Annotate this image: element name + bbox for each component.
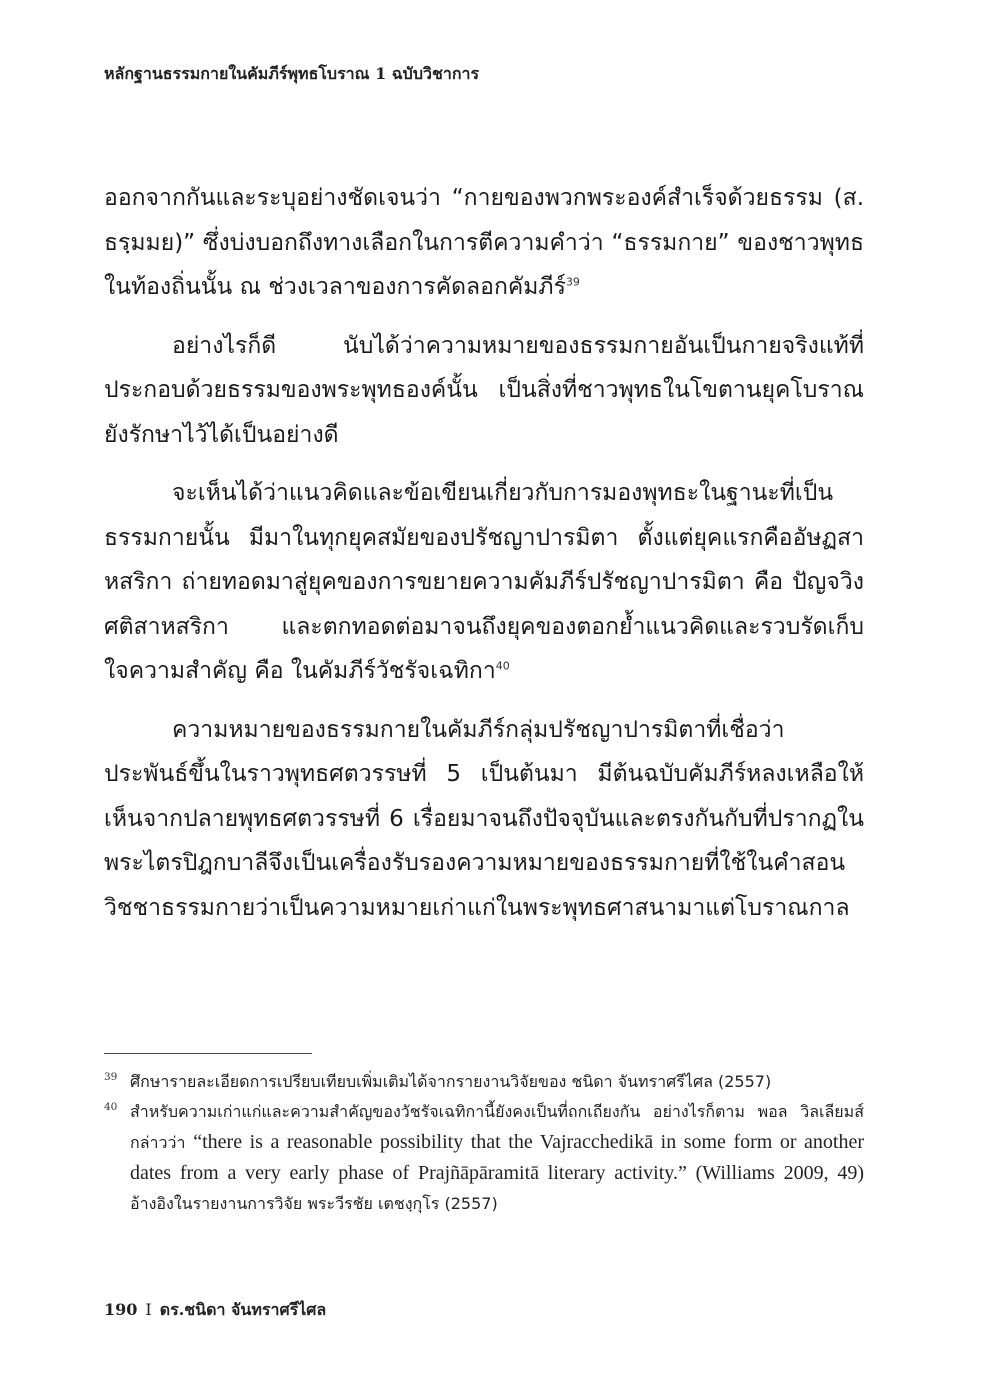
running-head: หลักฐานธรรมกายในคัมภีร์พุทธโบราณ 1 ฉบับวิชาการ bbox=[104, 64, 480, 83]
footnote-text: ศึกษารายละเอียดการเปรียบเทียบเพิ่มเติมได้จากรายงานวิจัยของ ชนิดา จันทราศรีไศล (2557) bbox=[130, 1072, 772, 1091]
body-text bbox=[104, 176, 864, 944]
paragraph-text: จะเห็นได้ว่าแนวคิดและข้อเขียนเกี่ยวกับการมองพุทธะในฐานะที่เป็นธรรมกายนั้น มีมาในทุกยุคสมัยของปรัชญาปารมิตา ตั้งแต่ยุคแรกคืออัษฏสาหสริกา ถ่ายทอดมาสู่ยุคของการขยายความคัมภีร์ปรัชญาปารมิตา คือ ปัญจวิงศติสาหสริกา และตกทอดต่อมาจนถึงยุคของตอกย้ำแนวคิดและรวบรัดเก็บใจความสำคัญ คือ ในคัมภีร์วัชรัจเฉทิกา bbox=[104, 480, 864, 684]
paragraph bbox=[104, 708, 864, 931]
footnote-ref-40[interactable]: 40 bbox=[495, 659, 510, 673]
footnote-divider bbox=[104, 1053, 312, 1054]
paragraph-continued bbox=[104, 176, 864, 310]
footer-separator: I bbox=[145, 1300, 152, 1319]
footnote-citation: อ้างอิงในรายงานการวิจัย พระวีรชัย เตชงฺกุโร (2557) bbox=[130, 1194, 498, 1213]
paragraph-text: ความหมายของธรรมกายในคัมภีร์กลุ่มปรัชญาปารมิตาที่เชื่อว่าประพันธ์ขึ้นในราวพุทธศตวรรษที่ 5 เป็นต้นมา มีต้นฉบับคัมภีร์หลงเหลือให้เห็นจากปลายพุทธศตวรรษที่ 6 เรื่อยมาจนถึงปัจจุบันและตรงกันกับที่ปรากฏในพระไตรปิฎกบาลีจึงเป็นเครื่องรับรองความหมายของธรรมกายที่ใช้ในคำสอนวิชชาธรรมกายว่าเป็นความหมายเก่าแก่ในพระพุทธศาสนามาแต่โบราณกาล bbox=[104, 716, 864, 921]
paragraph bbox=[104, 324, 864, 458]
footnote-39 bbox=[104, 1067, 864, 1097]
paragraph-text: ออกจากกันและระบุอย่างชัดเจนว่า “กายของพวกพระองค์สำเร็จด้วยธรรม (ส. ธรฺมมย)” ซึ่งบ่งบอกถึงทางเลือกในการตีความคำว่า “ธรรมกาย” ของชาวพุทธในท้องถิ่นนั้น ณ ช่วงเวลาของการคัดลอกคัมภีร์ bbox=[104, 185, 864, 300]
paragraph bbox=[104, 471, 864, 694]
page-footer bbox=[104, 1298, 326, 1323]
paragraph-text: อย่างไรก็ดี นับได้ว่าความหมายของธรรมกายอันเป็นกายจริงแท้ที่ประกอบด้วยธรรมของพระพุทธองค์นั้น เป็นสิ่งที่ชาวพุทธในโขตานยุคโบราณยังรักษาไว้ได้เป็นอย่างดี bbox=[104, 332, 864, 448]
footnote-text: สำหรับความเก่าแก่และความสำคัญของวัชรัจเฉทิกานี้ยังคงเป็นที่ถกเถียงกัน อย่างไรก็ตาม พอล วิลเลียมส์ กล่าวว่า bbox=[130, 1102, 864, 1152]
footnote-40 bbox=[104, 1097, 864, 1219]
page-number: 190 bbox=[104, 1300, 138, 1319]
footnote-quote: “there is a reasonable possibility that the Vajracchedikā in some form or another dates from a very early phase of Prajñāpāramitā literary activity.” (Williams 2009, 49) bbox=[130, 1131, 865, 1184]
footnote-number: 40 bbox=[104, 1101, 118, 1113]
footnote-ref-39[interactable]: 39 bbox=[565, 275, 580, 289]
footer-author: ดร.ชนิดา จันทราศรีไศล bbox=[159, 1300, 327, 1319]
footnotes bbox=[104, 1067, 864, 1219]
footnote-number: 39 bbox=[104, 1071, 118, 1083]
